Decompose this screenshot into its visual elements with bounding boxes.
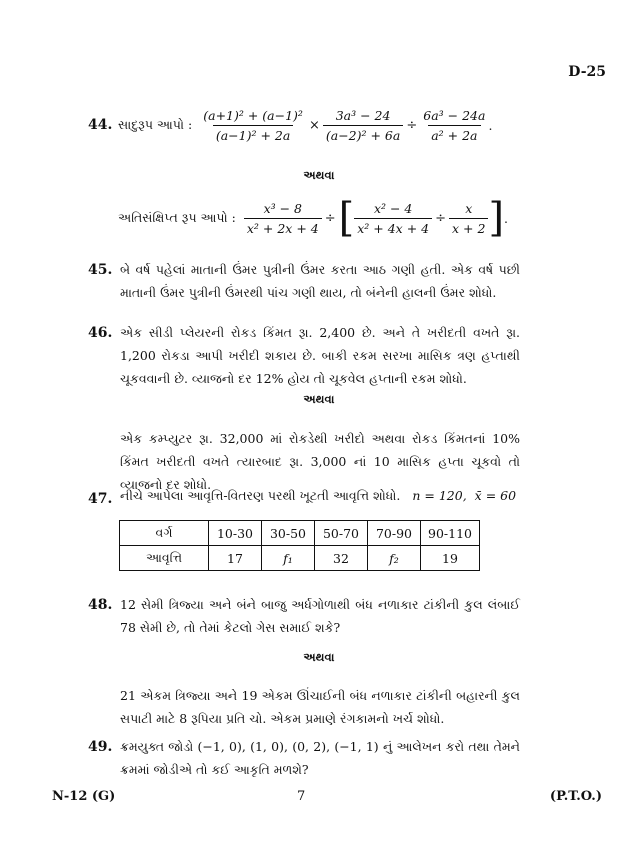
given-n: n = 120, (412, 488, 467, 503)
table-row-header: આવૃત્તિ (120, 546, 209, 571)
please-turn-over: (P.T.O.) (549, 789, 602, 804)
question-45-text: બે વર્ષ પહેલાં માતાની ઉંમર પુત્રીની ઉંમર કરતા આઠ ગણી હતી. એક વર્ષ પછી માતાની ઉંમર પુત્રીની ઉંમરથી પાંચ ગણી થાય, તો બંનેની હાલની ઉંમર શોધો. (120, 262, 520, 300)
question-number-49: 49. (88, 739, 113, 755)
question-47-text: નીચે આપેલા આવૃત્તિ-વિતરણ પરથી ખૂટતી આવૃત્તિ શોધો. (120, 488, 401, 503)
question-44-alternative: અતિસંક્ષિપ્ત રૂપ આપો : $\frac{\text{x³ − 8}}{\text{x² + 2x + 4}}$ ÷ [ $\frac{\text{x² − 4}}{\text{x² + 4x + 4}}$ ÷ $\frac{x}{x + 2}$ ] . (118, 195, 509, 241)
q44b-label: અતિસંક્ષિપ્ત રૂપ આપો : (118, 210, 236, 225)
question-number-48: 48. (88, 597, 113, 613)
question-46-alternative-text: એક કમ્પ્યુટર રૂા. 32,000 માં રોકડેથી ખરીદો અથવા રોકડ કિંમતનાં 10% કિંમત ખરીદતી વખતે ત્યારબાદ રૂા. 3,000 નાં 10 માસિક હપ્તા ચૂકવો તો વ્યાજનો દર શોધો. (120, 431, 520, 492)
q44-fraction-1: $\frac{\text{(a+1)² + (a−1)²}}{\text{(a−1)² + 2a}}$ (203, 107, 303, 143)
q44b-fraction-1: $\frac{\text{x³ − 8}}{\text{x² + 2x + 4}}$ (244, 201, 322, 236)
left-bracket: [ (338, 195, 355, 241)
given-mean: x̄ = 60 (474, 488, 517, 503)
class-cell: 30-50 (262, 521, 315, 546)
q44-fraction-2: $\frac{\text{3a³ − 24}}{\text{(a−2)² + 6a}}$ (323, 108, 403, 143)
page-code: D-25 (568, 64, 606, 80)
class-cell: 50-70 (315, 521, 368, 546)
q44-fraction-3: $\frac{\text{6a³ − 24a}}{\text{a² + 2a}}$ (423, 107, 486, 143)
footer-code: N-12 (G) (52, 789, 116, 804)
question-number-44: 44. (88, 117, 113, 133)
page-number: 7 (297, 789, 306, 804)
frequency-cell: f₂ (368, 546, 421, 571)
or-label-1: અથવા (303, 168, 335, 182)
frequency-cell: 32 (315, 546, 368, 571)
question-48-alternative-text: 21 એકમ ત્રિજ્યા અને 19 એકમ ઊંચાઈની બંધ નળાકાર ટાંકીની બહારની કુલ સપાટી માટે 8 રૂપિયા પ્રતિ ચો. એકમ પ્રમાણે રંગકામનો ખર્ચ શોધો. (120, 688, 520, 726)
question-46-text: એક સીડી પ્લેયરની રોકડ કિંમત રૂા. 2,400 છે. અને તે ખરીદતી વખતે રૂા. 1,200 રોકડા આપી ખરીદી શકાય છે. બાકી રકમ સરખા માસિક ત્રણ હપ્તાથી ચૂકવવાની છે. વ્યાજનો દર 12% હોય તો ચૂકવેલ હપ્તાની રકમ શોધો. (120, 325, 520, 386)
question-48-text: 12 સેમી ત્રિજ્યા અને બંને બાજુ અર્ધગોળાથી બંધ નળાકાર ટાંકીની કુલ લંબાઈ 78 સેમી છે, તો તેમાં કેટલો ગેસ સમાઈ શકે? (120, 597, 520, 635)
frequency-table (119, 520, 480, 571)
right-bracket: ] (488, 195, 505, 241)
q44-label: સાદુરૂપ આપો : (118, 117, 193, 132)
table-row (120, 521, 480, 546)
class-cell: 10-30 (209, 521, 262, 546)
q44b-fraction-3: $\frac{x}{x + 2}$ (449, 201, 488, 236)
question-47-line (120, 488, 516, 504)
class-cell: 70-90 (368, 521, 421, 546)
question-44: સાદુરૂપ આપો : $\frac{\text{(a+1)² + (a−1)²}}{\text{(a−1)² + 2a}}$ × $\frac{\text{3a³ − 24}}{\text{(a−2)² + 6a}}$ ÷ $\frac{\text{6a³ − 24a}}{\text{a² + 2a}}$ . (118, 107, 493, 143)
table-row (120, 546, 480, 571)
question-number-46: 46. (88, 325, 113, 341)
frequency-cell: 19 (421, 546, 480, 571)
question-49-text: ક્રમયુક્ત જોડો (−1, 0), (1, 0), (0, 2), (−1, 1) નું આલેખન કરો તથા તેમને ક્રમમાં જોડીએ તો કઈ આકૃતિ મળશે? (120, 739, 520, 777)
q44b-fraction-2: $\frac{\text{x² − 4}}{\text{x² + 4x + 4}}$ (354, 201, 432, 236)
question-number-47: 47. (88, 491, 113, 507)
or-label-3: અથવા (303, 650, 335, 664)
or-label-2: અથવા (303, 392, 335, 406)
table-row-header: વર્ગ (120, 521, 209, 546)
frequency-cell: f₁ (262, 546, 315, 571)
class-cell: 90-110 (421, 521, 480, 546)
frequency-cell: 17 (209, 546, 262, 571)
question-number-45: 45. (88, 262, 113, 278)
